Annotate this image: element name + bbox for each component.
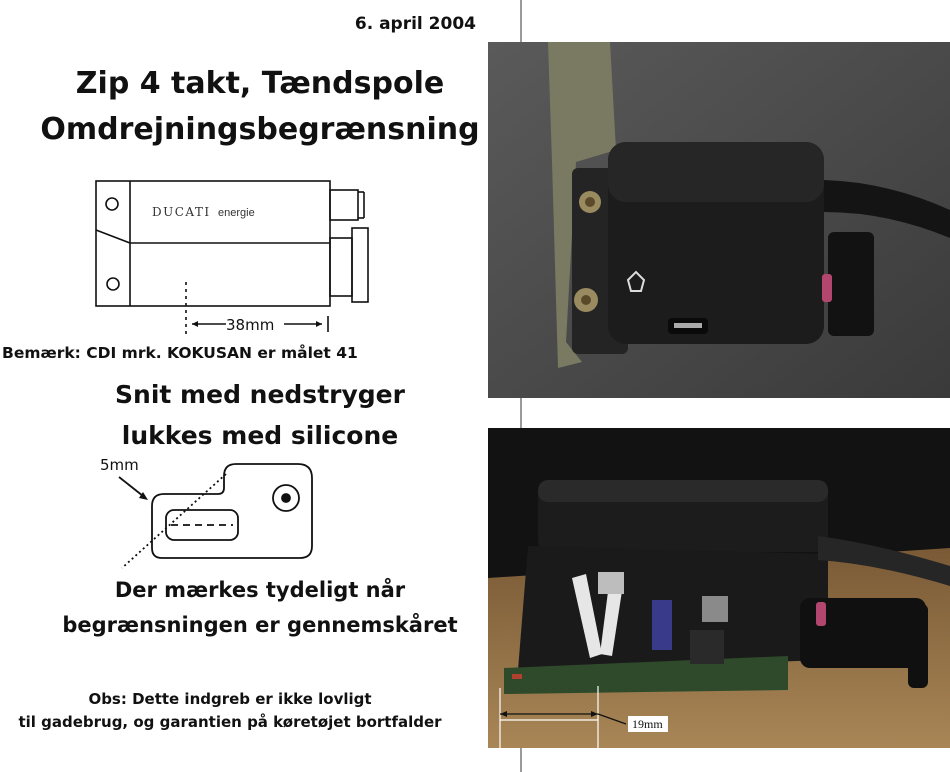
dimension-5-label: 5mm <box>100 456 139 474</box>
warning-line-1: Obs: Dette indgreb er ikke lovligt <box>88 690 372 708</box>
warning-line-2: til gadebrug, og garantien på køretøjet bortfalder <box>18 713 442 731</box>
coil-brand-sub-label: energie <box>218 207 255 219</box>
title-line-1: Zip 4 takt, Tændspole <box>75 66 445 101</box>
cut-heading-1: Snit med nedstryger <box>115 380 405 409</box>
dimension-19-label: 19mm <box>632 717 663 731</box>
coil-photo-top-art <box>488 42 950 398</box>
visible-heading-1: Der mærkes tydeligt når <box>114 578 406 602</box>
visible-heading-2: begrænsningen er gennemskåret <box>62 613 458 637</box>
title-line-2: Omdrejningsbegrænsning <box>40 112 480 147</box>
coil-brand-label: DUCATI <box>152 205 211 219</box>
coil-photo-cut <box>488 428 950 748</box>
cut-heading-2: lukkes med silicone <box>121 421 399 450</box>
dimension-38-label: 38mm <box>226 316 275 334</box>
kokusan-note: Bemærk: CDI mrk. KOKUSAN er målet 41 <box>2 344 358 362</box>
document-date: 6. april 2004 <box>354 14 476 34</box>
coil-photo-cut-art <box>488 428 950 748</box>
coil-photo-top <box>488 42 950 398</box>
